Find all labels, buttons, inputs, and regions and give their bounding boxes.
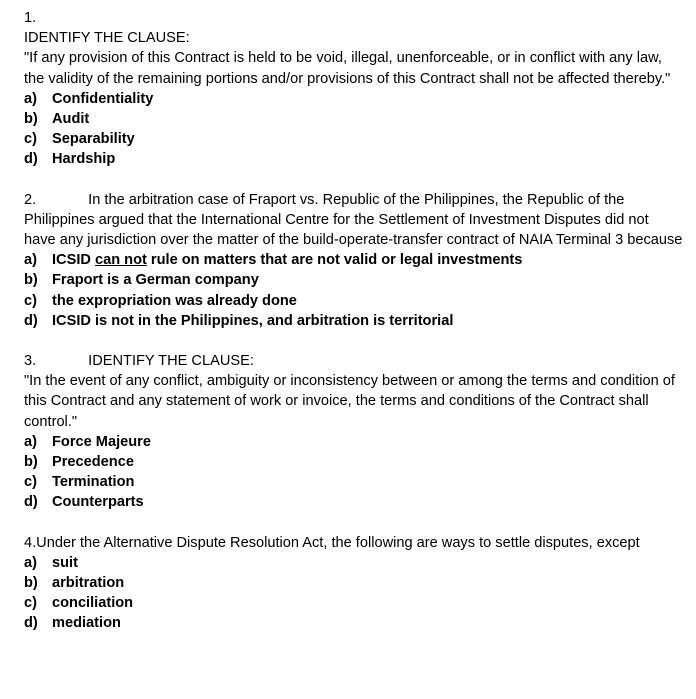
option-4c: c) conciliation	[24, 595, 134, 612]
option-2b: b) Fraport is a German company	[24, 272, 259, 289]
question-3-number: 3.	[24, 353, 37, 370]
option-1d: d) Hardship	[24, 151, 116, 168]
question-2-number: 2.	[24, 191, 37, 208]
option-3b: b) Precedence	[24, 454, 134, 471]
option-2a: a) ICSID can not rule on matters that are not valid or legal investments	[24, 252, 523, 269]
question-4	[24, 533, 684, 634]
underlined-phrase: can not	[94, 252, 147, 269]
option-1c: c) Separability	[24, 131, 135, 148]
question-2	[24, 190, 684, 331]
option-2d: d) ICSID is not in the Philippines, and arbitration is territorial	[24, 312, 454, 329]
option-4a: a) suit	[24, 554, 78, 571]
option-1a: a) Confidentiality	[24, 90, 154, 107]
option-1b: b) Audit	[24, 111, 90, 128]
question-1-text: "If any provision of this Contract is held to be void, illegal, unenforceable, or in conflict with any law, the validity of the remaining portions and/or provisions of this Contract shall not be affected thereby."	[24, 50, 671, 87]
question-1	[24, 8, 684, 170]
question-3	[24, 351, 684, 513]
question-1-number: 1.	[24, 10, 37, 26]
question-1-heading: IDENTIFY THE CLAUSE:	[24, 30, 190, 47]
question-3-text: "In the event of any conflict, ambiguity or inconsistency between or among the terms and condition of this Contract and any statement of work or invoice, the terms and conditions of the Contract shall control."	[24, 373, 675, 430]
option-4b: b) arbitration	[24, 575, 125, 592]
option-2c: c) the expropriation was already done	[24, 292, 297, 309]
question-4-number: 4.	[24, 534, 37, 551]
question-4-text: 4.Under the Alternative Dispute Resolution Act, the following are ways to settle disputes, except	[24, 534, 640, 551]
option-3d: d) Counterparts	[24, 494, 144, 511]
quiz-document	[24, 8, 684, 634]
option-4d: d) mediation	[24, 615, 121, 632]
option-3c: c) Termination	[24, 474, 135, 491]
option-3a: a) Force Majeure	[24, 433, 151, 450]
question-2-text: 2. In the arbitration case of Fraport vs. Republic of the Philippines, the Republic of the Philippines argued that the International Centre for the Settlement of Investment Disputes did not have any jurisdiction over the matter of the build-operate-transfer contract of NAIA Terminal 3 because	[24, 191, 683, 249]
question-3-heading: 3. IDENTIFY THE CLAUSE:	[24, 353, 254, 370]
